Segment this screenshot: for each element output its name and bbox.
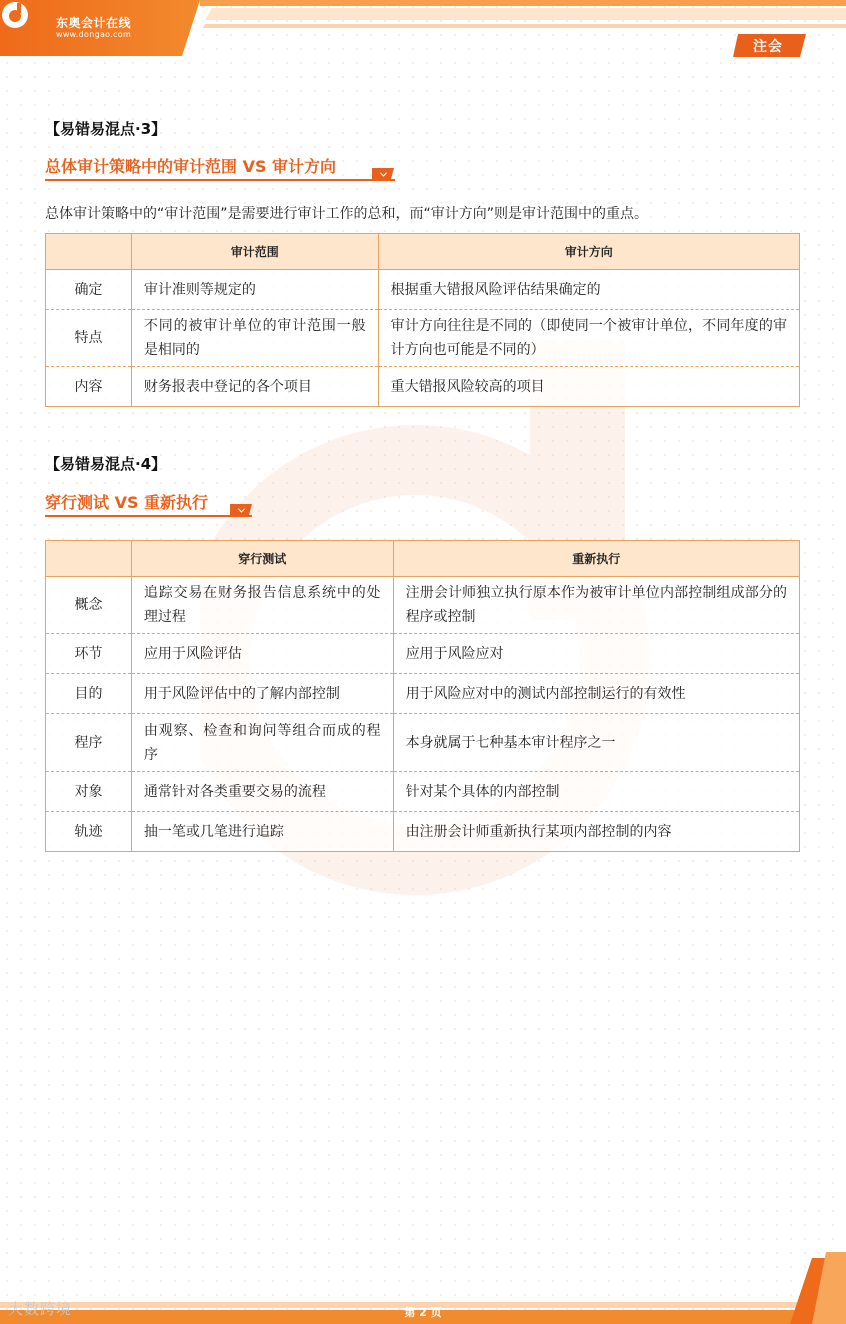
cell-scope: 财务报表中登记的各个项目 — [131, 367, 378, 407]
table-row — [46, 772, 800, 812]
cell-scope: 审计准则等规定的 — [131, 270, 378, 310]
page-number: 第 2 页 — [404, 1306, 442, 1319]
cell-reperformance: 用于风险应对中的测试内部控制运行的有效性 — [393, 674, 799, 714]
cell-scope: 不同的被审计单位的审计范围一般是相同的 — [131, 310, 378, 367]
row-label: 概念 — [46, 577, 132, 634]
section4-table — [45, 540, 800, 852]
section3-title-underline — [45, 179, 395, 181]
cell-reperformance: 注册会计师独立执行原本作为被审计单位内部控制组成部分的程序或控制 — [393, 577, 799, 634]
cell-reperformance: 本身就属于七种基本审计程序之一 — [393, 714, 799, 772]
row-label: 环节 — [46, 634, 132, 674]
table-header-scope: 审计范围 — [131, 234, 378, 270]
table-header-row — [46, 234, 800, 270]
table-header-blank — [46, 541, 132, 577]
section3-intro: 总体审计策略中的“审计范围”是需要进行审计工作的总和，而“审计方向”则是审计范围中的重点。 — [45, 206, 649, 222]
table-row — [46, 577, 800, 634]
dongao-logo-icon — [0, 0, 30, 30]
table-row — [46, 270, 800, 310]
table-row — [46, 714, 800, 772]
table-header-walkthrough: 穿行测试 — [131, 541, 393, 577]
row-label: 确定 — [46, 270, 132, 310]
cell-walkthrough: 抽一笔或几笔进行追踪 — [131, 812, 393, 852]
cell-walkthrough: 由观察、检查和询问等组合而成的程序 — [131, 714, 393, 772]
brand-url: www.dongao.com — [56, 30, 132, 39]
cell-direction: 审计方向往往是不同的（即使同一个被审计单位，不同年度的审计方向也可能是不同的） — [378, 310, 799, 367]
page-header — [0, 0, 846, 62]
subject-tag: 注会 — [753, 39, 783, 55]
cell-direction: 重大错报风险较高的项目 — [378, 367, 799, 407]
table-header-blank — [46, 234, 132, 270]
row-label: 目的 — [46, 674, 132, 714]
section3-title: 总体审计策略中的审计范围 VS 审计方向 — [45, 157, 337, 176]
brand-name: 东奥会计在线 — [56, 16, 132, 30]
section3-tag: 【易错易混点·3】 — [45, 120, 167, 138]
cell-walkthrough: 通常针对各类重要交易的流程 — [131, 772, 393, 812]
table-row — [46, 674, 800, 714]
row-label: 对象 — [46, 772, 132, 812]
section4-title-underline — [45, 515, 252, 517]
cell-walkthrough: 用于风险评估中的了解内部控制 — [131, 674, 393, 714]
table-row — [46, 367, 800, 407]
section4-chevron-down-icon — [230, 504, 252, 516]
section4-title: 穿行测试 VS 重新执行 — [45, 493, 209, 512]
cell-walkthrough: 追踪交易在财务报告信息系统中的处理过程 — [131, 577, 393, 634]
section3-chevron-down-icon — [372, 168, 394, 180]
table-header-reperformance: 重新执行 — [393, 541, 799, 577]
table-header-row — [46, 541, 800, 577]
table-row — [46, 812, 800, 852]
cell-reperformance: 针对某个具体的内部控制 — [393, 772, 799, 812]
table-row — [46, 634, 800, 674]
section3-table — [45, 233, 800, 407]
row-label: 程序 — [46, 714, 132, 772]
cell-reperformance: 应用于风险应对 — [393, 634, 799, 674]
row-label: 内容 — [46, 367, 132, 407]
cell-direction: 根据重大错报风险评估结果确定的 — [378, 270, 799, 310]
table-row — [46, 310, 800, 367]
cell-walkthrough: 应用于风险评估 — [131, 634, 393, 674]
row-label: 特点 — [46, 310, 132, 367]
cell-reperformance: 由注册会计师重新执行某项内部控制的内容 — [393, 812, 799, 852]
footer-watermark: 大数跨境 — [8, 1300, 73, 1318]
row-label: 轨迹 — [46, 812, 132, 852]
table-header-direction: 审计方向 — [378, 234, 799, 270]
section4-tag: 【易错易混点·4】 — [45, 455, 167, 473]
